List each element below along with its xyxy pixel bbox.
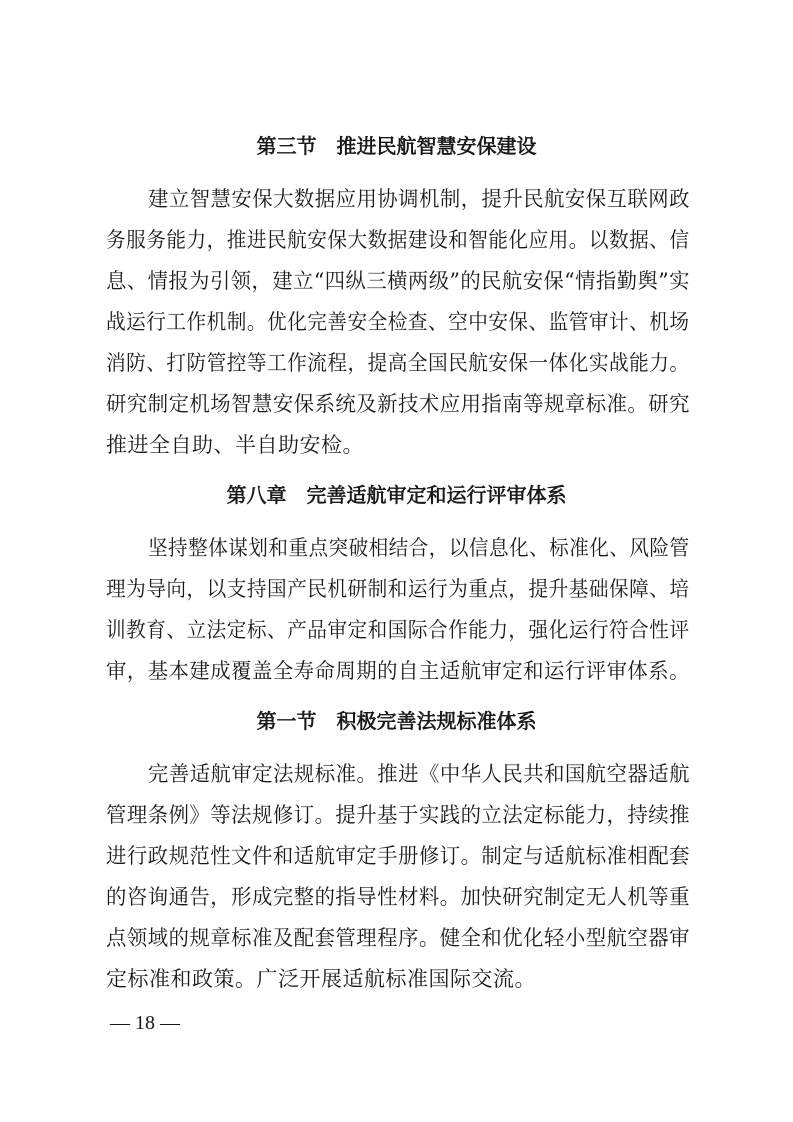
- paragraph-line-text: 务服务能力，推进民航安保大数据建设和智能化应用。以数据、信: [106, 228, 690, 252]
- page-number: — 18 —: [110, 1012, 180, 1034]
- paragraph-line-text: 管理条例》等法规修订。提升基于实践的立法定标能力，持续推: [106, 803, 691, 827]
- section-heading-text: 第一节 积极完善法规标准体系: [256, 709, 537, 733]
- paragraph-line-text: 训教育、立法定标、产品审定和国际合作能力，强化运行符合性评: [106, 618, 690, 642]
- paragraph-line-text: 完善适航审定法规标准。推进《中华人民共和国航空器适航: [148, 762, 691, 786]
- paragraph-line-text: 消防、打防管控等工作流程，提高全国民航安保一体化实战能力。: [106, 351, 690, 375]
- paragraph-line-text: 战运行工作机制。优化完善安全检查、空中安保、监管审计、机场: [106, 310, 690, 334]
- paragraph-line-text: 坚持整体谋划和重点突破相结合，以信息化、标准化、风险管: [148, 536, 690, 560]
- paragraph-line-text: 审，基本建成覆盖全寿命周期的自主适航审定和运行评审体系。: [106, 659, 691, 683]
- paragraph-line-text: 进行政规范性文件和适航审定手册修订。制定与适航标准相配套: [106, 844, 691, 868]
- paragraph-line-text: 理为导向，以支持国产民机研制和运行为重点，提升基础保障、培: [106, 577, 690, 601]
- chapter-heading-text: 第八章 完善适航审定和运行评审体系: [226, 483, 567, 507]
- section-heading-text: 第三节 推进民航智慧安保建设: [256, 134, 537, 158]
- paragraph-line-text: 推进全自助、半自助安检。: [106, 433, 364, 457]
- paragraph-line-text: 的咨询通告，形成完整的指导性材料。加快研究制定无人机等重: [106, 885, 691, 909]
- paragraph-line-text: 息、情报为引领，建立“四纵三横两级”的民航安保“情指勤舆”实: [106, 269, 690, 293]
- paragraph-line-text: 研究制定机场智慧安保系统及新技术应用指南等规章标准。研究: [106, 392, 691, 416]
- paragraph-line-text: 点领域的规章标准及配套管理程序。健全和优化轻小型航空器审: [106, 926, 691, 950]
- paragraph-line-text: 建立智慧安保大数据应用协调机制，提升民航安保互联网政: [148, 187, 691, 211]
- paragraph-line-text: 定标准和政策。广泛开展适航标准国际交流。: [106, 967, 536, 991]
